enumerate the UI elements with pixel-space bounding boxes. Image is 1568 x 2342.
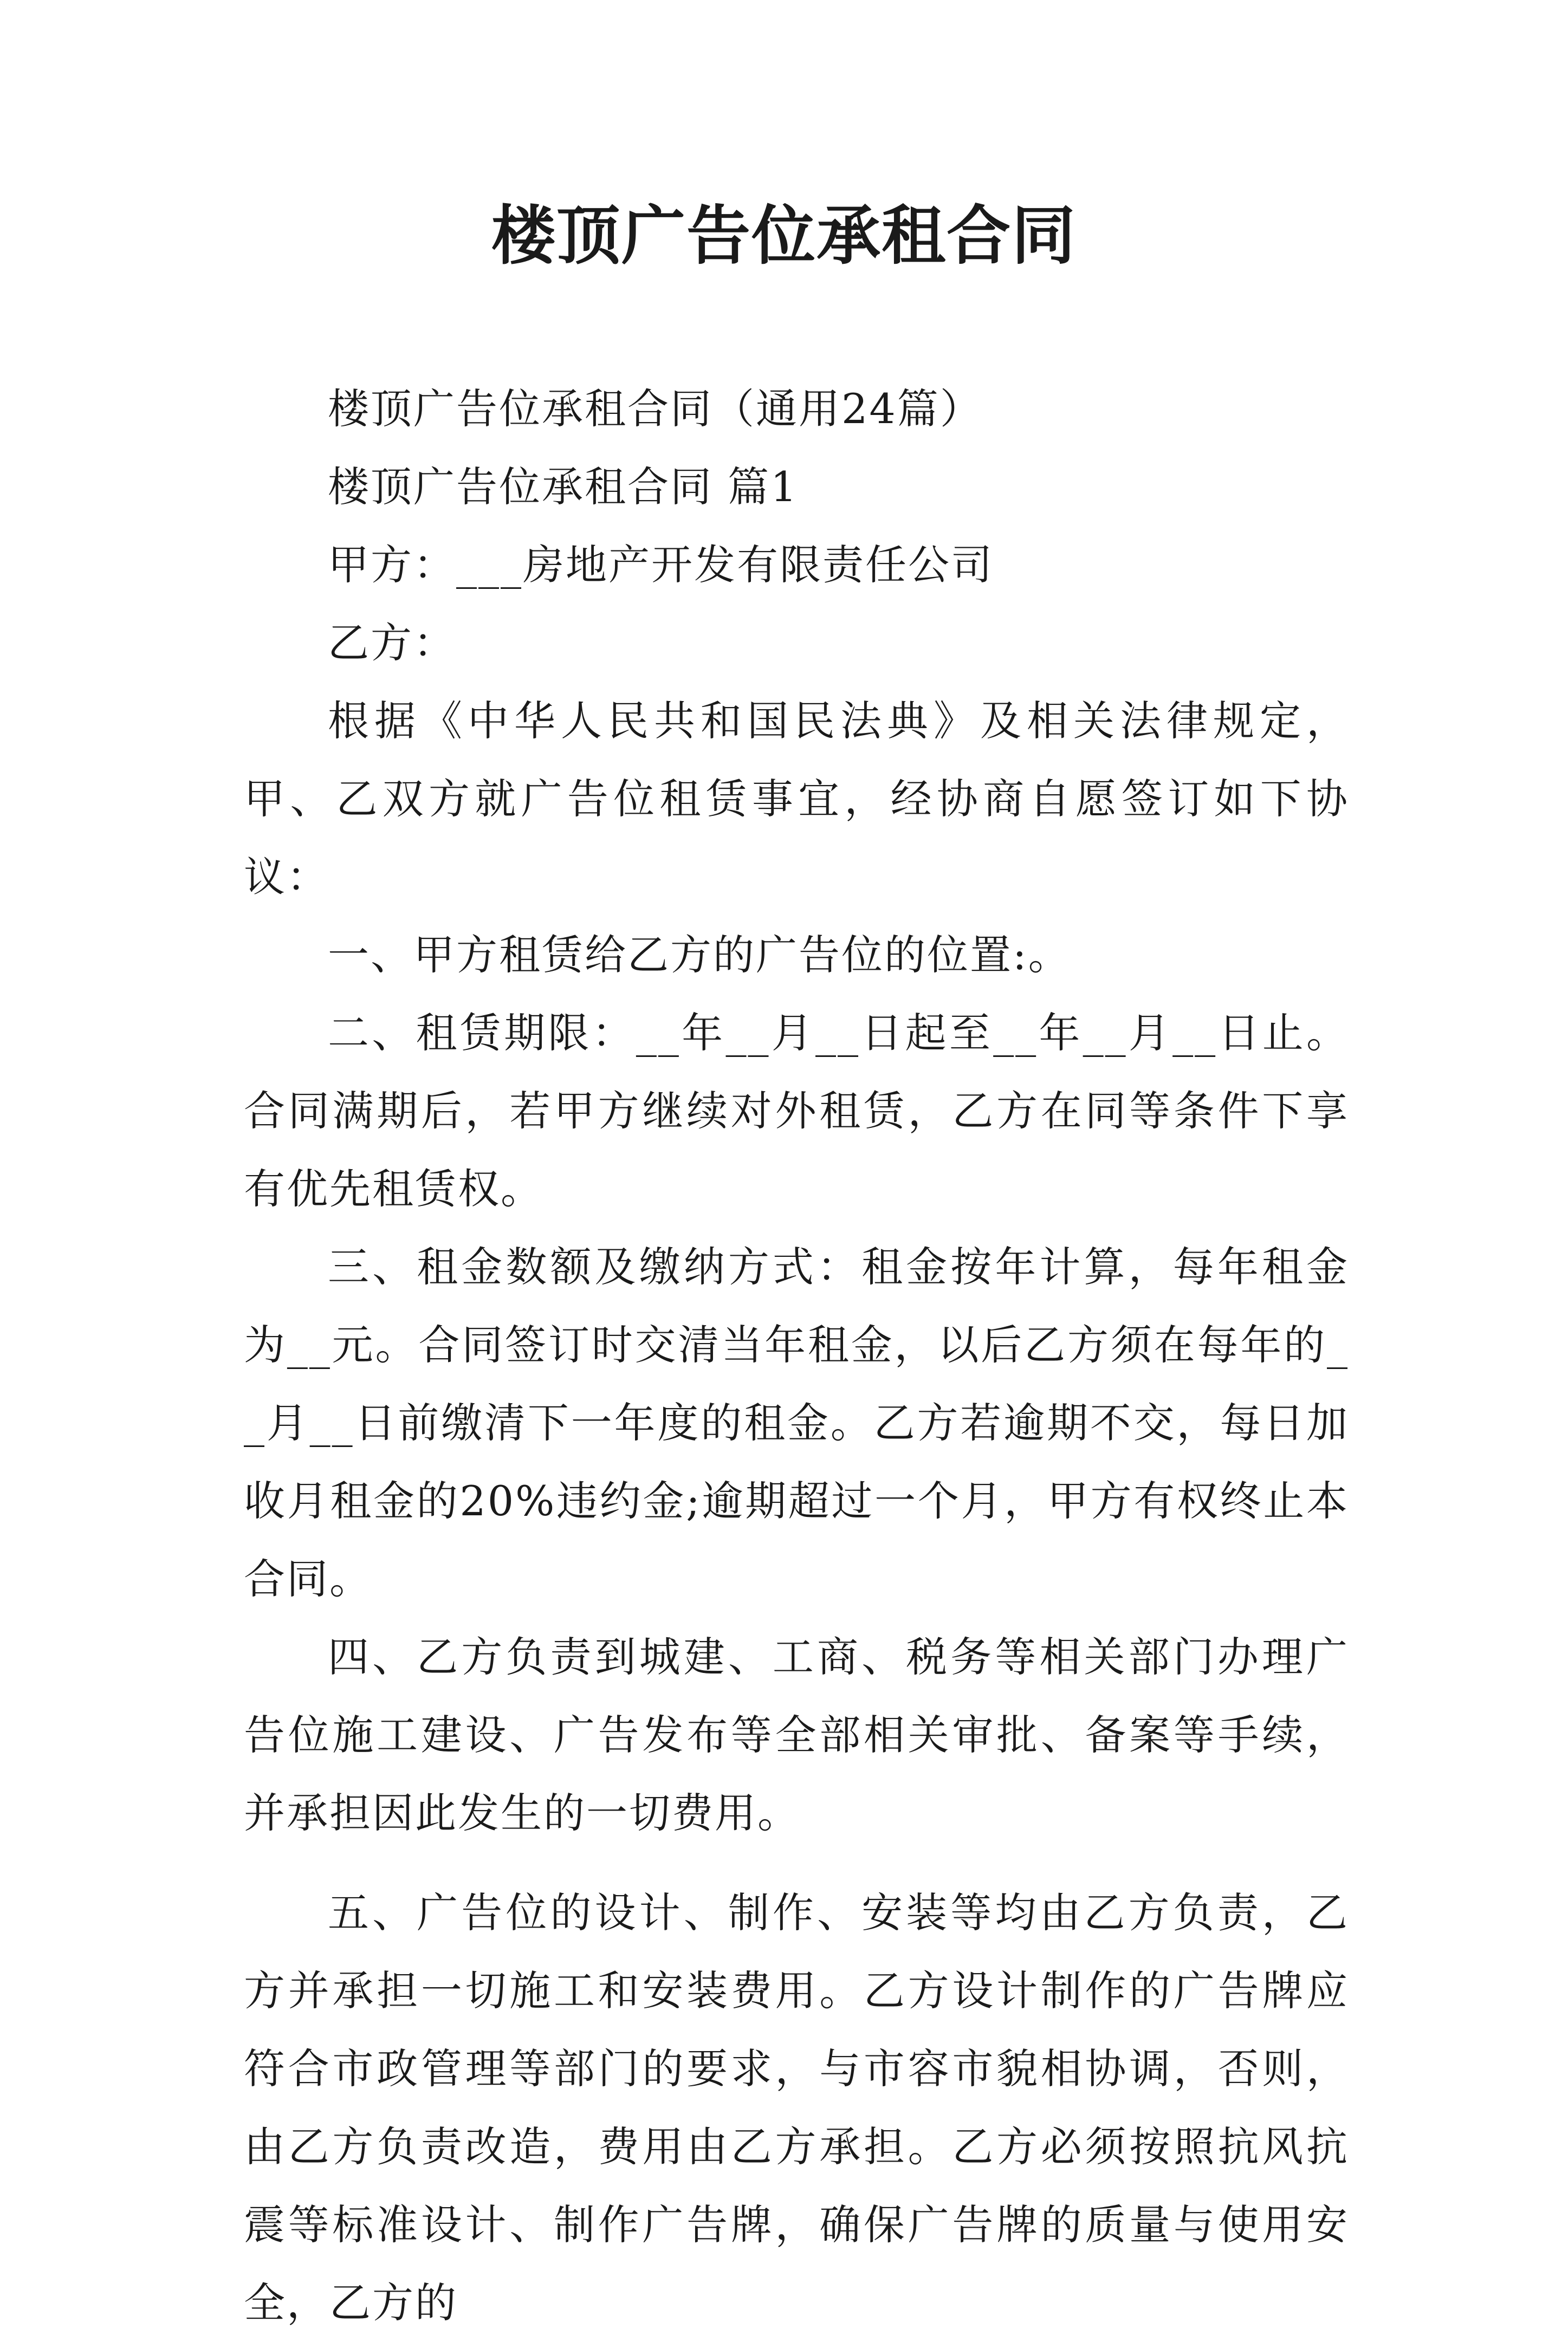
paragraph-clause-3: 三、租金数额及缴纳方式：租金按年计算，每年租金为__元。合同签订时交清当年租金，以后乙方须在每年的__月__日前缴清下一年度的租金。乙方若逾期不交，每日加收月租金的20%违约金;逾期超过一个月，甲方有权终止本合同。 [244,1243,1349,1603]
paragraph-clause-1: 一、甲方租赁给乙方的广告位的位置:。 [328,931,1071,979]
paragraph-section-heading: 楼顶广告位承租合同 篇1 [328,463,799,511]
paragraph-preamble: 根据《中华人民共和国民法典》及相关法律规定，甲、乙双方就广告位租赁事宜，经协商自愿签订如下协议： [244,697,1349,901]
paragraph-party-b: 乙方： [328,619,456,667]
document-title: 楼顶广告位承租合同 [491,198,1077,273]
paragraph-clause-4: 四、乙方负责到城建、工商、税务等相关部门办理广告位施工建设、广告发布等全部相关审批、备案等手续，并承担因此发生的一切费用。 [244,1633,1349,1837]
document-body [244,370,1349,2342]
paragraph-subtitle: 楼顶广告位承租合同（通用24篇） [328,385,983,433]
paragraph-clause-5: 五、广告位的设计、制作、安装等均由乙方负责，乙方并承担一切施工和安装费用。乙方设计制作的广告牌应符合市政管理等部门的要求，与市容市貌相协调，否则，由乙方负责改造，费用由乙方承担。乙方必须按照抗风抗震等标准设计、制作广告牌，确保广告牌的质量与使用安全，乙方的 [244,1889,1349,2327]
paragraph-clause-2: 二、租赁期限：__年__月__日起至__年__月__日止。合同满期后，若甲方继续对外租赁，乙方在同等条件下享有优先租赁权。 [244,1009,1349,1213]
paragraph-party-a: 甲方：___房地产开发有限责任公司 [328,541,994,589]
